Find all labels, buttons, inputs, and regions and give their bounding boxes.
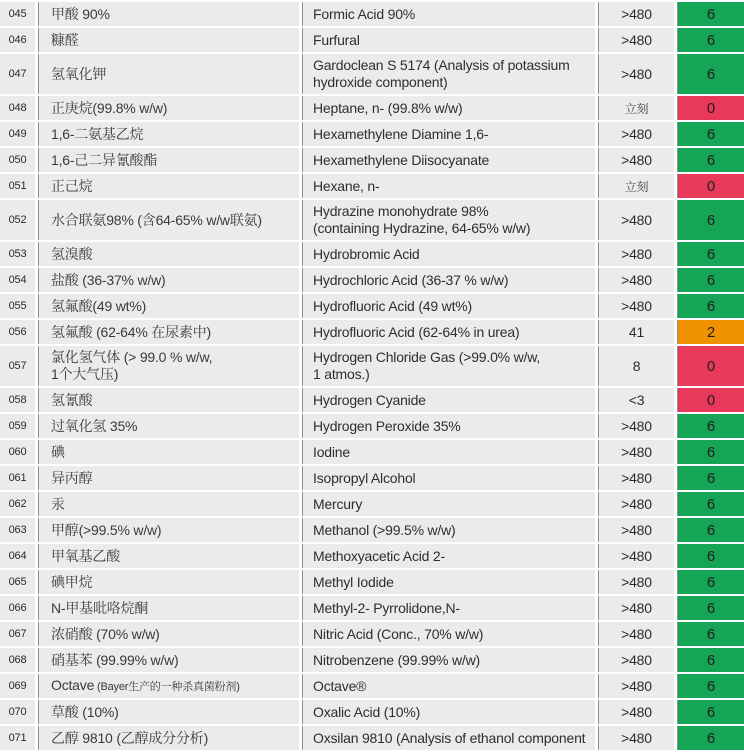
chemical-name-zh: N-甲基吡咯烷酮 <box>51 599 149 616</box>
chemical-name-en-cell <box>302 414 598 438</box>
chemical-name-zh: 盐酸 (36-37% w/w) <box>51 271 166 288</box>
rating-badge: 6 <box>677 414 744 438</box>
chemical-name-zh-cell <box>38 596 302 620</box>
text-line <box>51 470 92 487</box>
text-line <box>313 496 362 513</box>
rating-badge: 6 <box>677 268 744 292</box>
chemical-name-zh-cell <box>38 700 302 724</box>
table-row <box>0 622 744 646</box>
table-row <box>0 544 744 568</box>
chemical-name-zh-cell <box>38 320 302 344</box>
row-id: 071 <box>0 726 38 750</box>
rating-badge: 6 <box>677 544 744 568</box>
table-row <box>0 492 744 516</box>
table-row <box>0 200 744 240</box>
text-line <box>313 392 426 409</box>
chemical-name-en: Furfural <box>313 31 360 48</box>
rating-badge: 2 <box>677 320 744 344</box>
chemical-name-zh: 氯化氢气体 (> 99.0 % w/w, <box>51 349 213 365</box>
rating-badge: 6 <box>677 622 744 646</box>
rating-badge: 6 <box>677 54 744 94</box>
chemical-name-zh-cell <box>38 544 302 568</box>
table-row <box>0 96 744 120</box>
chemical-name-en: Hydrazine monohydrate 98% <box>313 203 489 219</box>
chemical-name-en: Nitric Acid (Conc., 70% w/w) <box>313 625 484 642</box>
chemical-name-zh: 汞 <box>51 495 65 512</box>
table-row <box>0 648 744 672</box>
chemical-name-en: Hydrogen Chloride Gas (>99.0% w/w, <box>313 349 541 365</box>
table-row <box>0 700 744 724</box>
chemical-name-en: Methanol (>99.5% w/w) <box>313 521 456 538</box>
chemical-name-en-cell <box>302 544 598 568</box>
chemical-name-zh: 草酸 (10%) <box>51 703 119 720</box>
text-line <box>313 470 415 487</box>
chemical-name-zh-cell <box>38 674 302 698</box>
text-line <box>51 246 92 263</box>
chemical-name-zh: 氢溴酸 <box>51 245 93 262</box>
rating-badge: 6 <box>677 726 744 750</box>
rating-badge: 6 <box>677 466 744 490</box>
chemical-name-en: Hydrofluoric Acid (49 wt%) <box>313 297 472 314</box>
text-line <box>313 74 448 91</box>
chemical-name-zh-cell <box>38 200 302 240</box>
chemical-name-en-cell <box>302 174 598 198</box>
chemical-name-zh: 甲氧基乙酸 <box>51 547 120 564</box>
chemical-name-zh: 水合联氨98% (含64-65% w/w联氨) <box>51 211 262 228</box>
text-line <box>313 349 540 366</box>
chemical-name-en-cell <box>302 622 598 646</box>
row-id: 061 <box>0 466 38 490</box>
breakthrough-time: >480 <box>598 596 677 620</box>
chemical-name-en-cell <box>302 294 598 318</box>
chemical-name-en: (containing Hydrazine, 64-65% w/w) <box>313 220 531 236</box>
table-row <box>0 2 744 26</box>
rating-badge: 6 <box>677 122 744 146</box>
chemical-resistance-table <box>0 2 744 750</box>
chemical-name-zh: 1,6-二氨基乙烷 <box>51 125 144 142</box>
text-line <box>51 272 165 289</box>
chemical-name-zh-cell <box>38 466 302 490</box>
text-line <box>313 678 366 695</box>
table-row <box>0 440 744 464</box>
chemical-name-en: Oxsilan 9810 (Analysis of ethanol component <box>313 729 586 746</box>
text-line <box>313 522 455 539</box>
breakthrough-time: >480 <box>598 200 677 240</box>
chemical-name-en: Hydrochloric Acid (36-37 % w/w) <box>313 271 509 288</box>
table-row <box>0 414 744 438</box>
chemical-name-en: Gardoclean S 5174 (Analysis of potassium <box>313 57 570 73</box>
table-row <box>0 726 744 750</box>
breakthrough-time: >480 <box>598 570 677 594</box>
row-id: 048 <box>0 96 38 120</box>
chemical-name-en: Heptane, n- (99.8% w/w) <box>313 99 463 116</box>
chemical-name-zh: 异丙醇 <box>51 469 93 486</box>
text-line <box>51 444 65 461</box>
chemical-name-zh-cell <box>38 28 302 52</box>
breakthrough-time: >480 <box>598 268 677 292</box>
text-line <box>313 730 585 747</box>
row-id: 065 <box>0 570 38 594</box>
row-id: 052 <box>0 200 38 240</box>
chemical-name-zh: 正庚烷(99.8% w/w) <box>51 99 168 116</box>
chemical-name-en: Octave® <box>313 677 367 694</box>
text-line <box>51 6 110 23</box>
table-row <box>0 268 744 292</box>
rating-badge: 6 <box>677 28 744 52</box>
rating-badge: 6 <box>677 674 744 698</box>
chemical-name-zh: 氢氟酸(49 wt%) <box>51 297 147 314</box>
row-id: 060 <box>0 440 38 464</box>
breakthrough-time: >480 <box>598 122 677 146</box>
text-line <box>313 444 350 461</box>
chemical-name-en-cell <box>302 320 598 344</box>
rating-badge: 6 <box>677 148 744 172</box>
table-row <box>0 54 744 94</box>
chemical-name-zh: 乙醇 9810 (乙醇成分分析) <box>51 729 209 746</box>
text-line <box>51 178 92 195</box>
chemical-name-en: Hexane, n- <box>313 177 380 194</box>
text-line <box>51 652 179 669</box>
breakthrough-time: >480 <box>598 726 677 750</box>
row-id: 064 <box>0 544 38 568</box>
chemical-name-zh-cell <box>38 2 302 26</box>
chemical-name-en-cell <box>302 570 598 594</box>
table-row <box>0 388 744 412</box>
chemical-name-en: Hexamethylene Diamine 1,6- <box>313 125 489 142</box>
table-row <box>0 294 744 318</box>
chemical-name-zh-cell <box>38 268 302 292</box>
chemical-name-zh: 甲酸 90% <box>51 5 110 22</box>
text-line <box>51 100 167 117</box>
chemical-name-zh-cell <box>38 622 302 646</box>
chemical-name-en-cell <box>302 200 598 240</box>
text-line <box>51 152 157 169</box>
chemical-name-en: Isopropyl Alcohol <box>313 469 416 486</box>
chemical-name-zh-cell <box>38 726 302 750</box>
chemical-name-en-cell <box>302 674 598 698</box>
chemical-name-zh-cell <box>38 174 302 198</box>
row-id: 045 <box>0 2 38 26</box>
breakthrough-time: 立刻 <box>598 96 677 120</box>
text-line <box>51 574 92 591</box>
chemical-name-zh: 浓硝酸 (70% w/w) <box>51 625 160 642</box>
breakthrough-time: >480 <box>598 414 677 438</box>
text-line <box>51 349 212 366</box>
row-id: 047 <box>0 54 38 94</box>
chemical-name-en: 1 atmos.) <box>313 366 370 382</box>
chemical-name-zh: 正己烷 <box>51 177 93 194</box>
chemical-name-en: Iodine <box>313 443 350 460</box>
chemical-name-en-cell <box>302 346 598 386</box>
rating-badge: 6 <box>677 596 744 620</box>
chemical-name-en-cell <box>302 518 598 542</box>
text-line <box>313 100 462 117</box>
breakthrough-time: >480 <box>598 2 677 26</box>
chemical-name-en: Hydrofluoric Acid (62-64% in urea) <box>313 323 520 340</box>
breakthrough-time: >480 <box>598 466 677 490</box>
chemical-name-zh-cell <box>38 148 302 172</box>
text-line <box>51 66 106 83</box>
chemical-name-en-cell <box>302 492 598 516</box>
chemical-name-zh-cell <box>38 440 302 464</box>
row-id: 053 <box>0 242 38 266</box>
row-id: 058 <box>0 388 38 412</box>
chemical-name-en-cell <box>302 2 598 26</box>
rating-badge: 6 <box>677 2 744 26</box>
text-line <box>313 652 480 669</box>
text-line <box>313 152 489 169</box>
chemical-name-en-cell <box>302 440 598 464</box>
table-row <box>0 28 744 52</box>
text-line <box>51 522 161 539</box>
breakthrough-time: >480 <box>598 518 677 542</box>
text-line <box>313 298 472 315</box>
chemical-name-zh-cell <box>38 294 302 318</box>
text-line <box>313 600 460 617</box>
text-line <box>51 126 143 143</box>
chemical-name-en: Hydrogen Cyanide <box>313 391 426 408</box>
row-id: 057 <box>0 346 38 386</box>
chemical-name-en: Hydrogen Peroxide 35% <box>313 417 461 434</box>
breakthrough-time: >480 <box>598 674 677 698</box>
breakthrough-time: >480 <box>598 242 677 266</box>
breakthrough-time: >480 <box>598 294 677 318</box>
text-line <box>313 203 489 220</box>
chemical-name-en: Nitrobenzene (99.99% w/w) <box>313 651 480 668</box>
text-line <box>51 298 146 315</box>
table-row <box>0 466 744 490</box>
chemical-name-zh: 氢氰酸 <box>51 391 93 408</box>
text-line <box>313 548 445 565</box>
chemical-name-zh-cell <box>38 122 302 146</box>
chemical-name-zh: 硝基苯 (99.99% w/w) <box>51 651 179 668</box>
chemical-name-zh: 碘甲烷 <box>51 573 93 590</box>
text-line <box>313 126 488 143</box>
chemical-name-en: Methyl-2- Pyrrolidone,N- <box>313 599 460 616</box>
text-line <box>51 730 208 747</box>
text-line <box>313 246 420 263</box>
table-row <box>0 242 744 266</box>
rating-badge: 6 <box>677 648 744 672</box>
chemical-name-en: Oxalic Acid (10%) <box>313 703 421 720</box>
chemical-name-en-cell <box>302 700 598 724</box>
table-row <box>0 674 744 698</box>
chemical-name-zh: 糠醛 <box>51 31 79 48</box>
rating-badge: 6 <box>677 700 744 724</box>
chemical-name-zh: 氢氟酸 (62-64% 在尿素中) <box>51 323 211 340</box>
row-id: 066 <box>0 596 38 620</box>
text-line <box>313 220 530 237</box>
breakthrough-time: <3 <box>598 388 677 412</box>
text-line <box>51 366 118 383</box>
row-id: 059 <box>0 414 38 438</box>
chemical-name-zh-note: (Bayer生产的一种杀真菌粉剂) <box>94 680 240 693</box>
row-id: 055 <box>0 294 38 318</box>
row-id: 069 <box>0 674 38 698</box>
table-row <box>0 518 744 542</box>
chemical-name-zh: 氢氧化钾 <box>51 65 107 82</box>
chemical-name-zh-cell <box>38 492 302 516</box>
chemical-name-zh-cell <box>38 388 302 412</box>
breakthrough-time: >480 <box>598 544 677 568</box>
chemical-name-en-cell <box>302 596 598 620</box>
text-line <box>313 324 519 341</box>
chemical-name-en: Methyl Iodide <box>313 573 394 590</box>
text-line <box>313 366 370 383</box>
text-line <box>51 212 262 229</box>
text-line <box>313 57 570 74</box>
chemical-name-zh-cell <box>38 648 302 672</box>
text-line <box>51 418 137 435</box>
breakthrough-time: >480 <box>598 440 677 464</box>
rating-badge: 0 <box>677 388 744 412</box>
chemical-name-zh-cell <box>38 414 302 438</box>
chemical-name-en-cell <box>302 28 598 52</box>
breakthrough-time: >480 <box>598 54 677 94</box>
text-line <box>313 6 415 23</box>
chemical-name-zh: Octave <box>51 676 95 693</box>
text-line <box>313 178 379 195</box>
chemical-name-zh-cell <box>38 570 302 594</box>
breakthrough-time: 8 <box>598 346 677 386</box>
text-line <box>51 677 240 696</box>
chemical-name-zh-cell <box>38 54 302 94</box>
table-row <box>0 320 744 344</box>
text-line <box>51 600 148 617</box>
chemical-name-zh-cell <box>38 518 302 542</box>
chemical-name-en: Mercury <box>313 495 363 512</box>
row-id: 054 <box>0 268 38 292</box>
text-line <box>51 32 79 49</box>
text-line <box>51 324 211 341</box>
chemical-name-en-cell <box>302 122 598 146</box>
text-line <box>313 704 420 721</box>
breakthrough-time: >480 <box>598 28 677 52</box>
chemical-name-en-cell <box>302 148 598 172</box>
table-row <box>0 148 744 172</box>
text-line <box>313 574 394 591</box>
chemical-name-en-cell <box>302 268 598 292</box>
table-row <box>0 122 744 146</box>
row-id: 070 <box>0 700 38 724</box>
breakthrough-time: >480 <box>598 148 677 172</box>
chemical-name-en: Hydrobromic Acid <box>313 245 420 262</box>
row-id: 063 <box>0 518 38 542</box>
chemical-name-en-cell <box>302 648 598 672</box>
chemical-name-zh-cell <box>38 242 302 266</box>
rating-badge: 6 <box>677 570 744 594</box>
rating-badge: 0 <box>677 346 744 386</box>
row-id: 062 <box>0 492 38 516</box>
text-line <box>51 496 65 513</box>
chemical-name-en: Hexamethylene Diisocyanate <box>313 151 490 168</box>
rating-badge: 6 <box>677 294 744 318</box>
chemical-name-zh-cell <box>38 96 302 120</box>
text-line <box>313 32 360 49</box>
chemical-name-en-cell <box>302 388 598 412</box>
chemical-name-en-cell <box>302 726 598 750</box>
row-id: 068 <box>0 648 38 672</box>
text-line <box>51 548 120 565</box>
text-line <box>51 392 92 409</box>
text-line <box>51 626 160 643</box>
rating-badge: 6 <box>677 440 744 464</box>
breakthrough-time: >480 <box>598 648 677 672</box>
breakthrough-time: >480 <box>598 700 677 724</box>
chemical-name-en-cell <box>302 466 598 490</box>
text-line <box>313 272 508 289</box>
table-row <box>0 596 744 620</box>
rating-badge: 6 <box>677 492 744 516</box>
chemical-name-en-cell <box>302 54 598 94</box>
text-line <box>313 626 483 643</box>
breakthrough-time: >480 <box>598 622 677 646</box>
table-row <box>0 174 744 198</box>
chemical-name-zh: 碘 <box>51 443 65 460</box>
chemical-name-zh: 过氧化氢 35% <box>51 417 138 434</box>
row-id: 046 <box>0 28 38 52</box>
rating-badge: 0 <box>677 96 744 120</box>
chemical-name-zh: 1个大气压) <box>51 366 119 382</box>
chemical-name-zh: 甲醇(>99.5% w/w) <box>51 521 162 538</box>
text-line <box>313 418 461 435</box>
chemical-name-en: Formic Acid 90% <box>313 5 416 22</box>
breakthrough-time: 立刻 <box>598 174 677 198</box>
breakthrough-time: 41 <box>598 320 677 344</box>
row-id: 056 <box>0 320 38 344</box>
chemical-name-en: Methoxyacetic Acid 2- <box>313 547 445 564</box>
chemical-name-zh: 1,6-己二异氰酸酯 <box>51 151 158 168</box>
breakthrough-time: >480 <box>598 492 677 516</box>
rating-badge: 0 <box>677 174 744 198</box>
chemical-name-en-cell <box>302 96 598 120</box>
rating-badge: 6 <box>677 200 744 240</box>
chemical-name-en: hydroxide component) <box>313 74 448 90</box>
text-line <box>51 704 119 721</box>
table-row <box>0 346 744 386</box>
row-id: 067 <box>0 622 38 646</box>
row-id: 049 <box>0 122 38 146</box>
table-row <box>0 570 744 594</box>
row-id: 051 <box>0 174 38 198</box>
row-id: 050 <box>0 148 38 172</box>
rating-badge: 6 <box>677 242 744 266</box>
chemical-name-zh-cell <box>38 346 302 386</box>
rating-badge: 6 <box>677 518 744 542</box>
chemical-name-en-cell <box>302 242 598 266</box>
